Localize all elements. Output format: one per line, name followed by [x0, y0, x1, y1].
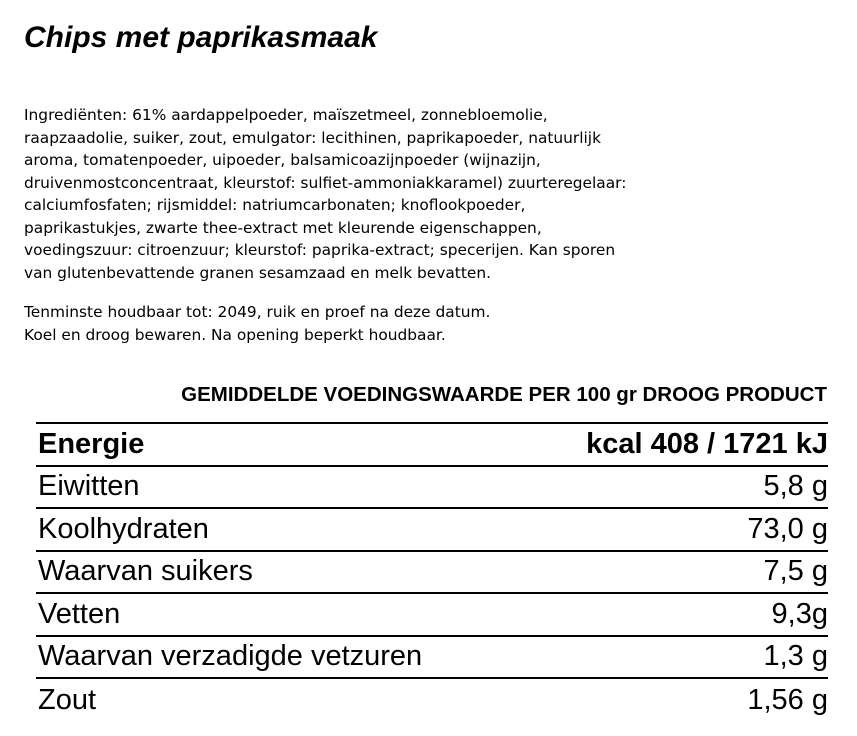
- nutrition-label: Energie: [38, 427, 145, 460]
- ingredients-line: van glutenbevattende granen sesamzaad en melk bevatten.: [24, 263, 491, 282]
- nutrition-table: [36, 422, 828, 722]
- nutrition-label: Waarvan suikers: [38, 555, 253, 588]
- nutrition-label: Zout: [38, 683, 97, 716]
- nutrition-value: 73,0 g: [747, 512, 828, 545]
- ingredients-block: [24, 104, 744, 284]
- nutrition-label: Waarvan verzadigde vetzuren: [38, 640, 423, 673]
- nutrition-value: 1,3 g: [763, 640, 828, 673]
- ingredients-line: paprikastukjes, zwarte thee-extract met kleurende eigenschappen,: [24, 218, 542, 237]
- ingredients-line: Ingrediënten: 61% aardappelpoeder, maïszetmeel, zonnebloemolie,: [24, 106, 548, 124]
- ingredients-line: aroma, tomatenpoeder, uipoeder, balsamicoazijnpoeder (wijnazijn,: [24, 151, 541, 169]
- product-title: Chips met paprikasmaak: [24, 21, 378, 54]
- ingredients-line: voedingszuur: citroenzuur; kleurstof: paprika-extract; specerijen. Kan sporen: [24, 241, 616, 259]
- storage-instructions-text: Koel en droog bewaren. Na opening beperkt houdbaar.: [24, 325, 446, 344]
- nutrition-label: Koolhydraten: [38, 512, 209, 545]
- nutrition-header: GEMIDDELDE VOEDINGSWAARDE PER 100 gr DROOG PRODUCT: [181, 383, 827, 406]
- nutrition-row-saturated-fat: [36, 637, 828, 680]
- nutrition-value: 1,56 g: [747, 683, 828, 716]
- ingredients-line: raapzaadolie, suiker, zout, emulgator: lecithinen, paprikapoeder, natuurlijk: [24, 128, 601, 147]
- nutrition-value: 5,8 g: [763, 470, 828, 503]
- nutrition-label: Eiwitten: [38, 470, 140, 503]
- ingredients-line: druivenmostconcentraat, kleurstof: sulfiet-ammoniakkaramel) zuurteregelaar:: [24, 173, 627, 192]
- nutrition-row-energy: [36, 422, 828, 467]
- nutrition-value: 9,3g: [771, 597, 828, 630]
- ingredients-line: calciumfosfaten; rijsmiddel: natriumcarbonaten; knoflookpoeder,: [24, 196, 526, 214]
- nutrition-label: Vetten: [38, 597, 121, 630]
- nutrition-row-sugars: [36, 552, 828, 595]
- nutrition-value: 7,5 g: [763, 555, 828, 588]
- nutrition-row-fat: [36, 594, 828, 637]
- best-before-text: Tenminste houdbaar tot: 2049, ruik en proef na deze datum.: [24, 303, 491, 321]
- nutrition-row-protein: [36, 467, 828, 510]
- nutrition-row-carbohydrates: [36, 509, 828, 552]
- nutrition-value: kcal 408 / 1721 kJ: [586, 427, 828, 460]
- nutrition-row-salt: [36, 679, 828, 722]
- storage-block: [24, 301, 490, 346]
